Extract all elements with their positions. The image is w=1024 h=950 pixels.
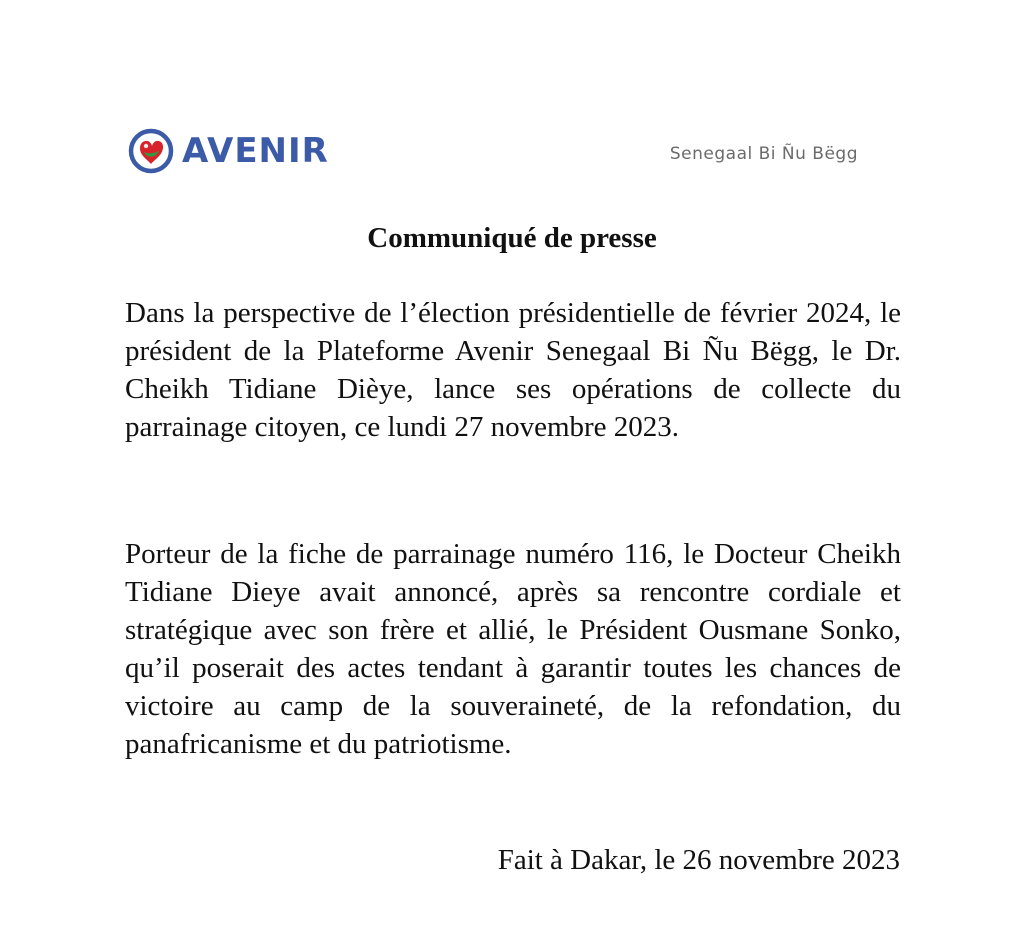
place-and-date: Fait à Dakar, le 26 novembre 2023 — [497, 844, 900, 876]
avenir-logo-icon — [128, 128, 174, 174]
document-title: Communiqué de presse — [367, 222, 657, 254]
slogan: Senegaal Bi Ñu Bëgg — [669, 144, 858, 164]
letterhead — [128, 128, 858, 178]
paragraph-2: Porteur de la fiche de parrainage numéro 116, le Docteur Cheikh Tidiane Dieye avait annoncé, après sa rencontre cordiale et stratégique avec son frère et allié, le Président Ousmane Sonko, qu’il poserait des actes tendant à garantir toutes les chances de victoire au camp de la souveraineté, de la refondation, du panafricanisme et du patriotisme. — [125, 538, 901, 760]
avenir-logo — [128, 128, 329, 174]
paragraph-1: Dans la perspective de l’élection présidentielle de février 2024, le président de la Plateforme Avenir Senegaal Bi Ñu Bëgg, le Dr. Cheikh Tidiane Dièye, lance ses opérations de collecte du parrainage citoyen, ce lundi 27 novembre 2023. — [125, 297, 901, 443]
logo-wordmark: AVENIR — [182, 131, 329, 171]
